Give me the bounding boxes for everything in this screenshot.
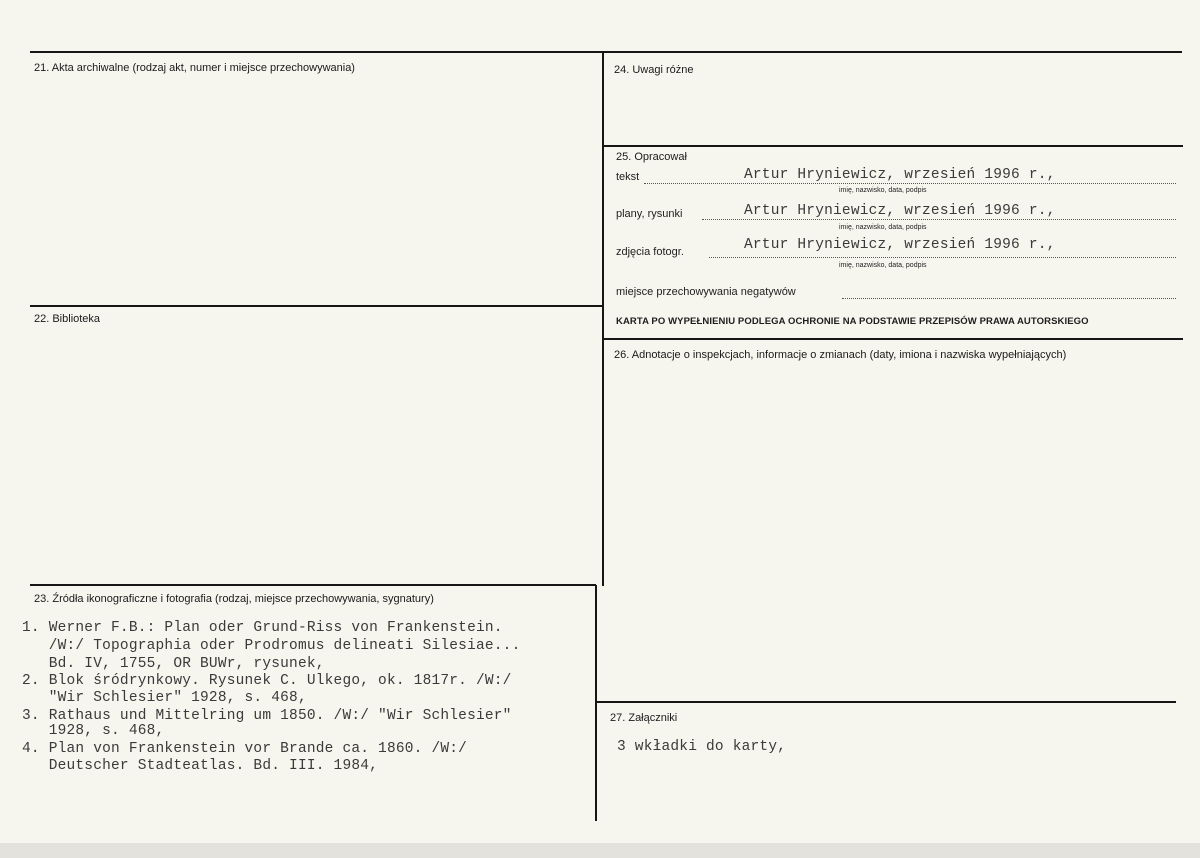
card-bottom-edge [0,843,1200,858]
section-23-label: 23. Źródła ikonograficzne i fotografia (rodzaj, miejsce przechowywania, sygnatury) [34,593,434,605]
rule-21-22 [30,305,603,307]
section-26-label: 26. Adnotacje o inspekcjach, informacje o zmianach (daty, imiona i nazwiska wypełniających) [614,349,1067,361]
entry-line: 1928, s. 468, [22,723,165,739]
entry-line: "Wir Schlesier" 1928, s. 468, [22,690,307,706]
author-row-plans-caption: imię, nazwisko, data, podpis [839,224,927,231]
rule-24-25 [603,145,1183,147]
negatives-line [842,298,1176,299]
entry-line: Deutscher Stadteatlas. Bd. III. 1984, [22,758,379,774]
author-row-photos-value: Artur Hryniewicz, wrzesień 1996 r., [744,237,1056,253]
top-rule [30,51,1182,53]
author-row-photos-caption: imię, nazwisko, data, podpis [839,262,927,269]
author-row-photos-line [709,257,1176,258]
attachments-value: 3 wkładki do karty, [617,739,787,755]
rule-25-26 [603,338,1183,340]
negatives-label: miejsce przechowywania negatywów [616,286,796,298]
author-row-text-value: Artur Hryniewicz, wrzesień 1996 r., [744,167,1056,183]
author-row-text-label: tekst [616,171,640,183]
copyright-notice: KARTA PO WYPEŁNIENIU PODLEGA OCHRONIE NA PODSTAWIE PRZEPISÓW PRAWA AUTORSKIEGO [616,316,1089,327]
center-divider-lower [595,585,597,821]
section-24-label: 24. Uwagi różne [614,64,694,76]
entry-line: 2. Blok śródrynkowy. Rysunek C. Ulkego, ok. 1817r. /W:/ [22,673,512,689]
rule-26-27 [596,701,1176,703]
section-21-label: 21. Akta archiwalne (rodzaj akt, numer i miejsce przechowywania) [34,62,355,74]
author-row-plans-value: Artur Hryniewicz, wrzesień 1996 r., [744,203,1056,219]
entry-line: 3. Rathaus und Mittelring um 1850. /W:/ "Wir Schlesier" [22,708,512,724]
section-22-label: 22. Biblioteka [34,313,101,325]
author-row-plans-label: plany, rysunki [616,208,683,220]
center-divider-upper [602,52,604,586]
entry-line: 1. Werner F.B.: Plan oder Grund-Riss von Frankenstein. [22,620,503,636]
section-25-label: 25. Opracował [616,151,687,163]
entry-line: Bd. IV, 1755, OR BUWr, rysunek, [22,656,325,672]
author-row-text-caption: imię, nazwisko, data, podpis [839,187,927,194]
entry-line: 4. Plan von Frankenstein vor Brande ca. 1860. /W:/ [22,741,468,757]
entry-line: /W:/ Topographia oder Prodromus delineati Silesiae... [22,638,521,654]
rule-22-23 [30,584,596,586]
author-row-photos-label: zdjęcia fotogr. [616,246,684,258]
section-27-label: 27. Załączniki [610,712,678,724]
